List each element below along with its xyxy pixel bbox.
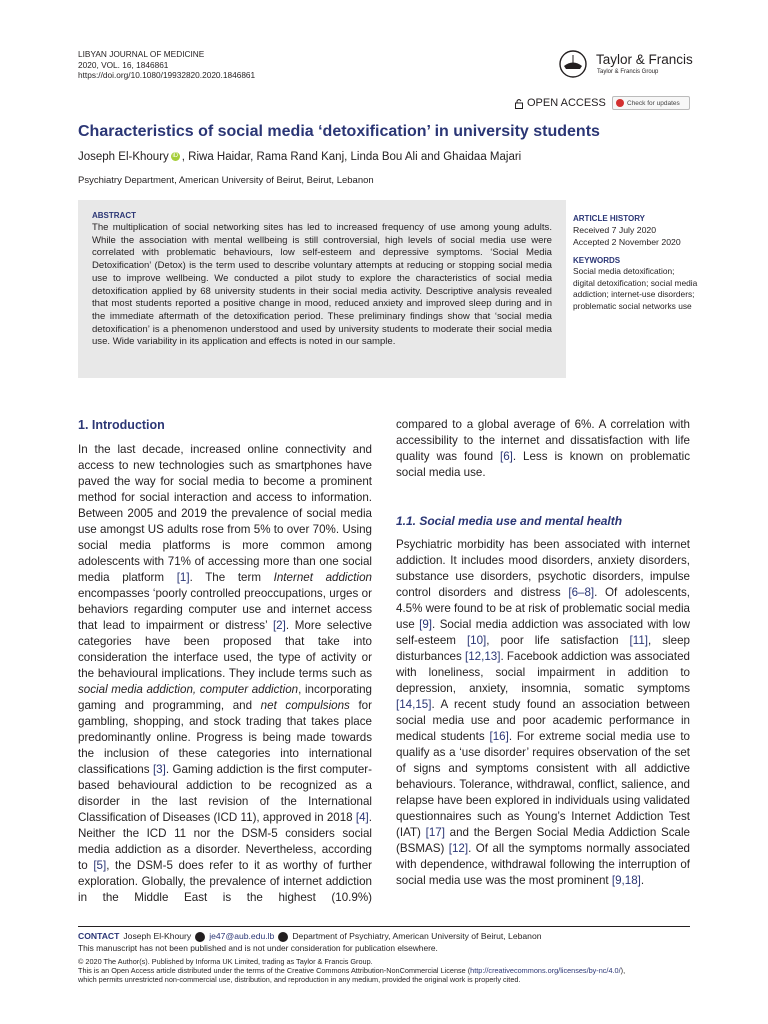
keywords-heading: KEYWORDS xyxy=(573,256,621,265)
paragraph-text: Psychiatric morbidity has been associated with internet addiction. It includes mood disorders, anxiety disorders, substance use disorders, psychotic disorders, impulse control disorders and distress xyxy=(396,538,690,599)
term-italic: net compulsions xyxy=(260,699,350,712)
citation-link[interactable]: [2] xyxy=(272,619,286,632)
keywords-text: Social media detoxification; digital detoxification; social media addiction; internet-use disorders; problematic social networks use xyxy=(573,266,698,311)
body-left-column xyxy=(78,442,372,906)
paragraph-text: encompasses ‘poorly controlled preoccupations, urges or behaviors regarding computer use and internet access that lead to impairment or distress’ xyxy=(78,587,372,632)
citation-link[interactable]: [1] xyxy=(176,571,190,584)
paragraph-text: , sleep disturbances xyxy=(396,634,690,663)
article-history xyxy=(573,224,681,248)
paragraph-text: . For extreme social media use to qualify as a ‘use disorder’ requires observation of the set of signs and symptoms consistent with all addictive behaviours. Tolerance, withdrawal, conflict, salience, and relapse have been explored in individuals using validated questionnaires such as Young’s Internet Addiction Test (IAT) xyxy=(396,730,690,839)
citation-link[interactable]: [5] xyxy=(93,859,107,872)
citation-link[interactable]: [12] xyxy=(448,842,469,855)
article-title: Characteristics of social media ‘detoxification’ in university students xyxy=(78,123,600,140)
paragraph-text: . Of adolescents, 4.5% were found to be at risk of problematic social media use xyxy=(396,586,691,631)
paragraph-text: . A recent study found an association between social media use and poor academic performance in medical students xyxy=(396,698,690,743)
doi-link[interactable]: https://doi.org/10.1080/19932820.2020.1846861 xyxy=(78,70,256,80)
citation-link[interactable]: [17] xyxy=(425,826,445,839)
citation-link[interactable]: [16] xyxy=(489,730,509,743)
open-access-badge xyxy=(515,97,606,109)
citation-link[interactable]: [6–8] xyxy=(568,586,595,599)
address-icon xyxy=(278,932,288,942)
orcid-icon[interactable]: iD xyxy=(172,153,179,160)
email-icon xyxy=(195,932,205,942)
taylor-francis-logo-icon xyxy=(558,49,592,79)
abstract-text: The multiplication of social networking sites has led to increased frequency of use among young adults. While the association with mental wellbeing is still controversial, high levels of social media use were correlated with problematic behaviours, low self-esteem and depressive symptoms. ‘Social Media Detoxification’ (Detox) is the term used to describe voluntary attempts at reducing or stopping social media use to improve wellbeing. We conducted a pilot study to explore the characteristics of social media detoxification applied by 68 university students in their social media activity. Descriptive analysis revealed that most students reported a positive change in mood, reduced anxiety and improved sleep during and in the immediate aftermath of the detoxification period. These preliminary findings show that ‘social media detoxification’ is a phenomenon understood and used by university students to moderate their social media use. Wide variability in its application and effects is noted in our sample. xyxy=(92,222,552,348)
citation-link[interactable]: [14,15] xyxy=(396,698,432,711)
paragraph-text: . More selective categories have been proposed that take into consideration the interface used, the type of activity or the behavioural implications. They include terms such as xyxy=(78,619,372,680)
paragraph-text: compared to a global average of 6%. A correlation with accessibility to the internet and dissatisfaction with life quality was found xyxy=(396,418,690,463)
license-terms: which permits unrestricted non-commercial use, distribution, and reproduction in any medium, provided the original work is properly cited. xyxy=(78,975,521,984)
other-authors: , Riwa Haidar, Rama Rand Kanj, Linda Bou Ali and Ghaidaa Majari xyxy=(181,151,522,163)
paragraph-text: . Social media addiction was associated with low self-esteem xyxy=(396,618,690,647)
license-link[interactable]: http://creativecommons.org/licenses/by-nc/4.0/ xyxy=(470,966,621,975)
contact-name: Joseph El-Khoury xyxy=(123,931,192,941)
paragraph-text: , incorporating gaming and programming, and xyxy=(78,683,372,712)
body-right-column-top xyxy=(396,417,690,481)
first-author: Joseph El-Khoury xyxy=(78,151,169,163)
received-date: Received 7 July 2020 xyxy=(573,225,657,235)
contact-label: CONTACT xyxy=(78,931,120,941)
contact-email[interactable]: je47@aub.edu.lb xyxy=(209,931,275,941)
license-line xyxy=(78,966,625,975)
author-list xyxy=(78,151,521,163)
article-history-heading: ARTICLE HISTORY xyxy=(573,214,646,223)
publisher-name: Taylor & Francis xyxy=(596,52,693,67)
open-lock-icon xyxy=(515,98,523,109)
subsection-heading-social-media: 1.1. Social media use and mental health xyxy=(396,514,623,528)
citation-link[interactable]: [9,18] xyxy=(611,874,641,887)
paragraph-text: . Of all the symptoms normally associated with dependence, withdrawal following the interruption of social media use was the most prominent xyxy=(396,842,690,887)
open-access-label: OPEN ACCESS xyxy=(527,97,606,109)
citation-link[interactable]: [4] xyxy=(355,811,369,824)
journal-name: LIBYAN JOURNAL OF MEDICINE xyxy=(78,49,205,59)
check-for-updates-button[interactable] xyxy=(612,96,690,110)
copyright-block xyxy=(78,957,625,984)
publisher-group: Taylor & Francis Group xyxy=(597,69,659,75)
paragraph-text: . Gaming addiction is the first computer-based behavioural addiction to be recognized as a disorder in the last revision of the International Classification of Diseases (ICD 11), approved in 2018 xyxy=(78,763,372,824)
affiliation: Psychiatry Department, American University of Beirut, Beirut, Lebanon xyxy=(78,175,374,186)
paragraph-text: . Facebook addiction was associated with loneliness, social impairment in addition to depression, anxiety, insomnia, somatic symptoms xyxy=(396,650,690,695)
paragraph-text: , the DSM-5 does refer to it as worthy of further exploration. Globally, the prevalence of internet addiction in the Middle East is the highest (10.9%) xyxy=(78,859,372,904)
journal-volume: 2020, VOL. 16, 1846861 xyxy=(78,59,169,70)
updates-icon xyxy=(616,99,624,107)
license-text-end: ), xyxy=(620,966,626,975)
accepted-date: Accepted 2 November 2020 xyxy=(573,237,681,247)
license-text: This is an Open Access article distributed under the terms of the Creative Commons Attribution-NonCommercial License ( xyxy=(78,966,471,975)
citation-link[interactable]: [9] xyxy=(419,618,433,631)
contact-line xyxy=(78,931,542,942)
citation-link[interactable]: [11] xyxy=(629,634,649,647)
paragraph-text: In the last decade, increased online connectivity and access to new technologies such as smartphones have paved the way for social media to become a prominent method for social interaction and access to information. Between 2005 and 2019 the prevalence of social media use amongst US adults rose from 5% to over 70%. Using social media platforms is more common among adolescents with 71% of accessing more than one social media platform xyxy=(78,443,372,584)
citation-link[interactable]: [12,13] xyxy=(464,650,501,663)
check-updates-label: Check for updates xyxy=(627,99,680,107)
journal-header xyxy=(78,49,255,81)
manuscript-note: This manuscript has not been published and is not under consideration for publication elsewhere. xyxy=(78,943,438,953)
footer-divider xyxy=(78,926,690,927)
paragraph-text: . xyxy=(640,874,645,887)
paragraph-text: . Less is known on problematic social media use. xyxy=(396,450,690,479)
citation-link[interactable]: [10] xyxy=(466,634,487,647)
contact-department: Department of Psychiatry, American University of Beirut, Lebanon xyxy=(292,931,542,941)
abstract-heading: ABSTRACT xyxy=(92,211,136,220)
section-heading-introduction: 1. Introduction xyxy=(78,418,165,432)
paragraph-text: and the Bergen Social Media Addiction Scale (BSMAS) xyxy=(396,826,690,855)
paragraph-text: for gambling, shopping, and stock trading that takes place predominantly online. Progress is being made towards the inclusion of these categories into international classifications xyxy=(78,699,372,776)
paragraph-text: . Neither the ICD 11 nor the DSM-5 considers social media addiction as a disorder. Nevertheless, according to xyxy=(78,811,372,872)
paragraph-text: , poor life satisfaction xyxy=(486,634,630,647)
term-italic: Internet addiction xyxy=(273,571,372,584)
term-italic: social media addiction, computer addiction xyxy=(78,683,299,696)
paragraph-text: . The term xyxy=(189,571,274,584)
copyright-line: © 2020 The Author(s). Published by Informa UK Limited, trading as Taylor & Francis Group. xyxy=(78,957,373,966)
body-right-column-bottom xyxy=(396,537,690,889)
citation-link[interactable]: [6] xyxy=(499,450,513,463)
citation-link[interactable]: [3] xyxy=(152,763,166,776)
